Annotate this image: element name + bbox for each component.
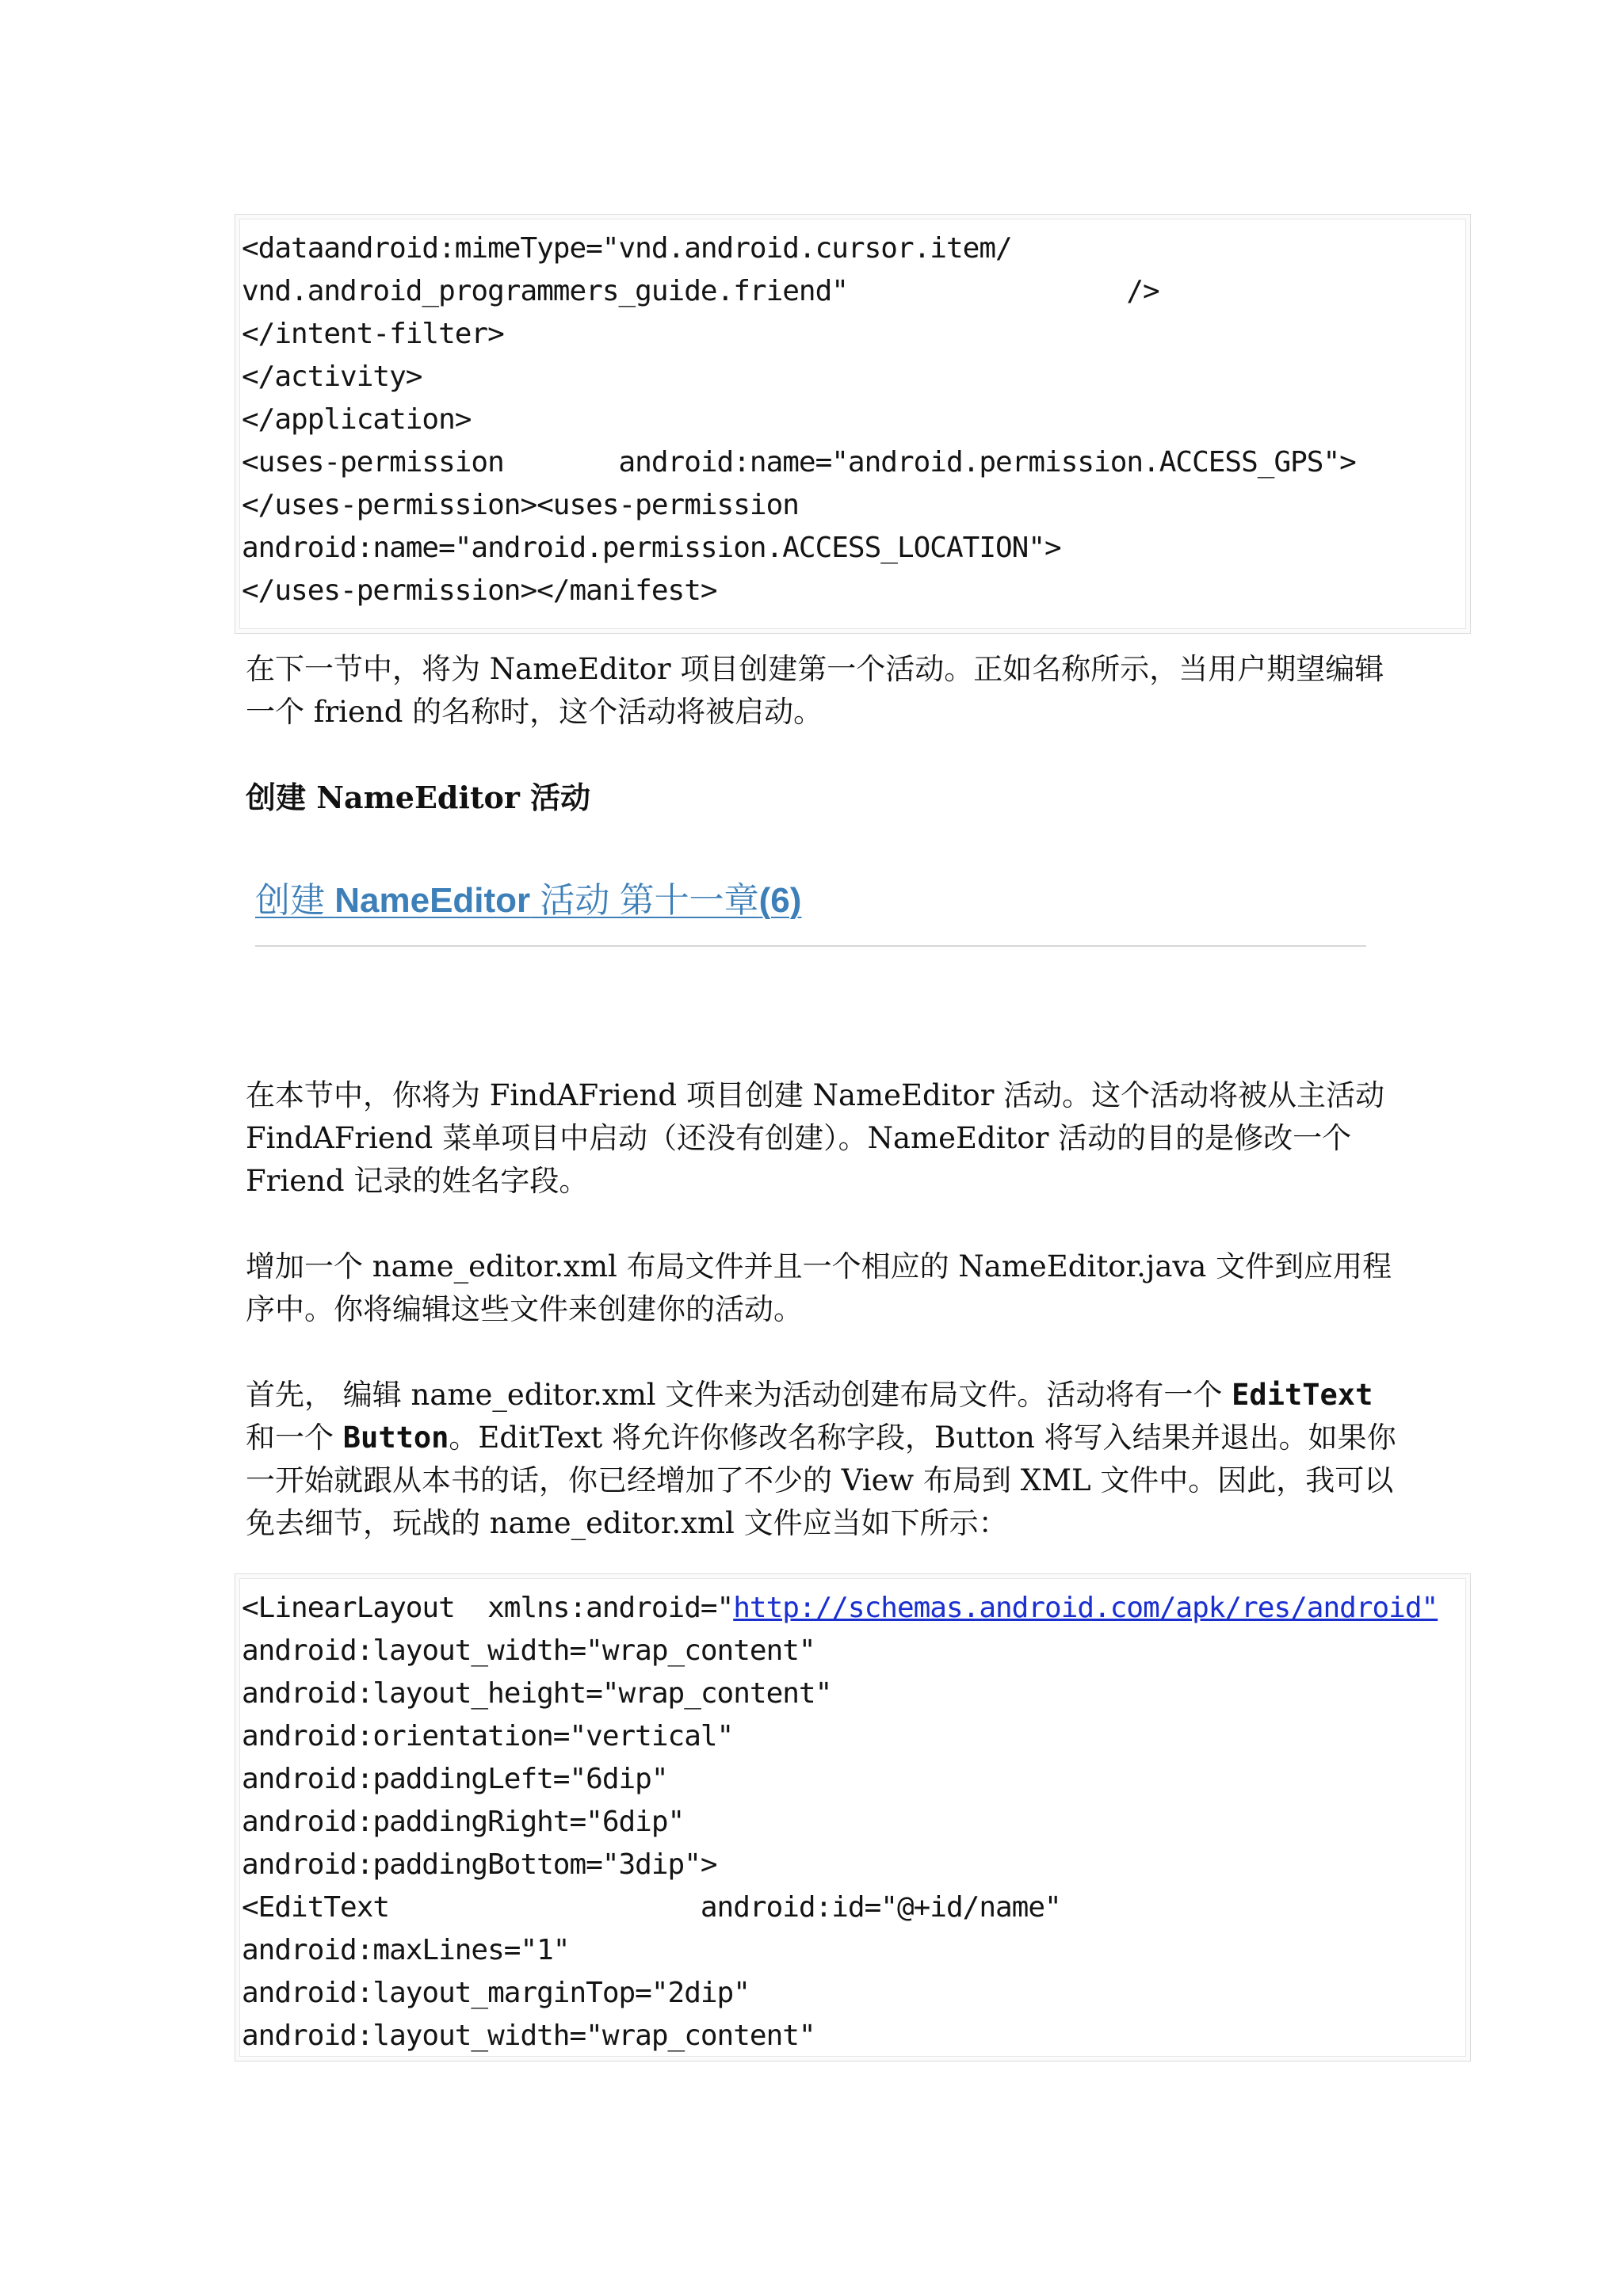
paragraph-layout [246, 1374, 1403, 1545]
code-line: <EditText android:id="@+id/name" [242, 1891, 1061, 1924]
title-divider [255, 945, 1366, 947]
code-line: </uses-permission><uses-permission [242, 489, 799, 521]
paragraph-text: 在下一节中，将为 NameEditor 项目创建第一个活动。正如名称所示，当用户期望编辑一个 friend 的名称时，这个活动将被启动。 [246, 652, 1384, 729]
code-line: </application> [242, 403, 472, 436]
code-text: <LinearLayout xmlns:android=" [242, 1592, 734, 1624]
code-line: android:orientation="vertical" [242, 1720, 734, 1753]
code-line [242, 1587, 1462, 1630]
post-title-link[interactable] [255, 875, 801, 926]
code-line: android:layout_height="wrap_content" [242, 1677, 832, 1710]
schema-url-link[interactable]: http://schemas.android.com/apk/res/android" [733, 1592, 1438, 1624]
code-line: android:layout_marginTop="2dip" [242, 1977, 750, 2009]
paragraph-text: 增加一个 name_editor.xml 布局文件并且一个相应的 NameEditor.java 文件到应用程序中。你将编辑这些文件来创建你的活动。 [246, 1249, 1392, 1326]
code-line: vnd.android_programmers_guide.friend" /> [242, 275, 1159, 307]
code-line: android:paddingBottom="3dip"> [242, 1848, 717, 1881]
paragraph-intro [246, 648, 1403, 734]
code-line: </activity> [242, 360, 422, 393]
post-title-part: NameEditor [334, 881, 531, 920]
code-term-edittext: EditText [1232, 1378, 1373, 1412]
code-line: </intent-filter> [242, 318, 504, 350]
code-line: <dataandroid:mimeType="vnd.android.cursor.item/ [242, 232, 1012, 265]
code-line: android:paddingRight="6dip" [242, 1806, 685, 1838]
text-run: 和一个 [246, 1421, 343, 1455]
paragraph-text [246, 1374, 1403, 1545]
code-line: android:layout_width="wrap_content" [242, 2019, 815, 2052]
post-title-part: (6) [758, 881, 802, 920]
text-run: 。EditText 将允许你修改名称字段，Button 将写入结果并退出。如果你一开始就跟从本书的话，你已经增加了不少的 View 布局到 XML 文件中。因此，我可以免去细节，玩战的 name_editor.xml 文件应当如下所示： [246, 1421, 1396, 1540]
code-line: android:maxLines="1" [242, 1934, 570, 1966]
section-heading: 创建 NameEditor 活动 [246, 780, 591, 815]
code-line: android:layout_width="wrap_content" [242, 1634, 815, 1667]
code-line: android:name="android.permission.ACCESS_LOCATION"> [242, 532, 1061, 564]
paragraph-text: 在本节中，你将为 FindAFriend 项目创建 NameEditor 活动。这个活动将被从主活动 FindAFriend 菜单项目中启动（还没有创建）。NameEditor 活动的目的是修改一个 Friend 记录的姓名字段。 [246, 1078, 1385, 1198]
code-line: </uses-permission></manifest> [242, 574, 717, 607]
paragraph-files [246, 1245, 1403, 1331]
paragraph-section [246, 1074, 1403, 1203]
code-line: <uses-permission android:name="android.permission.ACCESS_GPS"> [242, 446, 1356, 479]
code-block-manifest [235, 214, 1471, 634]
code-line: android:paddingLeft="6dip" [242, 1763, 668, 1795]
code-term-button: Button [342, 1421, 449, 1455]
post-title-part: 活动 第十一章 [530, 881, 759, 920]
post-title-part: 创建 [255, 881, 335, 920]
text-run: 首先， 编辑 name_editor.xml 文件来为活动创建布局文件。活动将有一个 [246, 1378, 1232, 1412]
code-block-layout-xml [235, 1573, 1471, 2061]
